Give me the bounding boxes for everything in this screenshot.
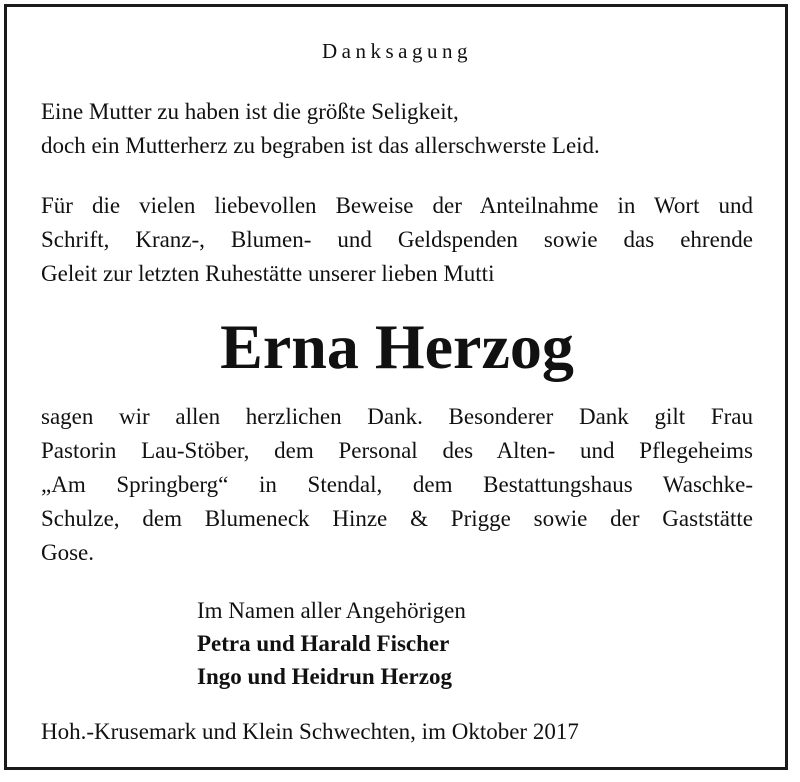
thanks-line: Pastorin Lau-Stöber, dem Personal des Alten- und Pflegeheims	[41, 438, 753, 463]
thanks-paragraph	[41, 400, 753, 570]
signers-intro: Im Namen aller Angehörigen	[197, 598, 466, 623]
intro-line: Schrift, Kranz-, Blumen- und Geldspenden sowie das ehrende	[41, 227, 753, 252]
signer-name: Ingo und Heidrun Herzog	[197, 664, 452, 689]
motto-line: doch ein Mutterherz zu begraben ist das allerschwerste Leid.	[41, 133, 600, 158]
motto-line: Eine Mutter zu haben ist die größte Seligkeit,	[41, 99, 459, 124]
signers-block	[197, 594, 466, 693]
place-date-line: Hoh.-Krusemark und Klein Schwechten, im Oktober 2017	[41, 719, 579, 744]
thanks-line: Gose.	[41, 540, 95, 565]
thanks-line: „Am Springberg“ in Stendal, dem Bestattungshaus Waschke-	[41, 472, 753, 497]
intro-line: Geleit zur letzten Ruhestätte unserer lieben Mutti	[41, 261, 495, 286]
death-notice-frame	[4, 4, 788, 770]
thanks-line: sagen wir allen herzlichen Dank. Besonderer Dank gilt Frau	[41, 404, 753, 429]
intro-paragraph	[41, 189, 753, 291]
deceased-name: Erna Herzog	[220, 311, 574, 382]
thanks-line: Schulze, dem Blumeneck Hinze & Prigge sowie der Gaststätte	[41, 506, 753, 531]
intro-line: Für die vielen liebevollen Beweise der Anteilnahme in Wort und	[41, 193, 753, 218]
signer-name: Petra und Harald Fischer	[197, 631, 450, 656]
motto-paragraph	[41, 95, 753, 163]
notice-heading: Danksagung	[322, 39, 472, 63]
